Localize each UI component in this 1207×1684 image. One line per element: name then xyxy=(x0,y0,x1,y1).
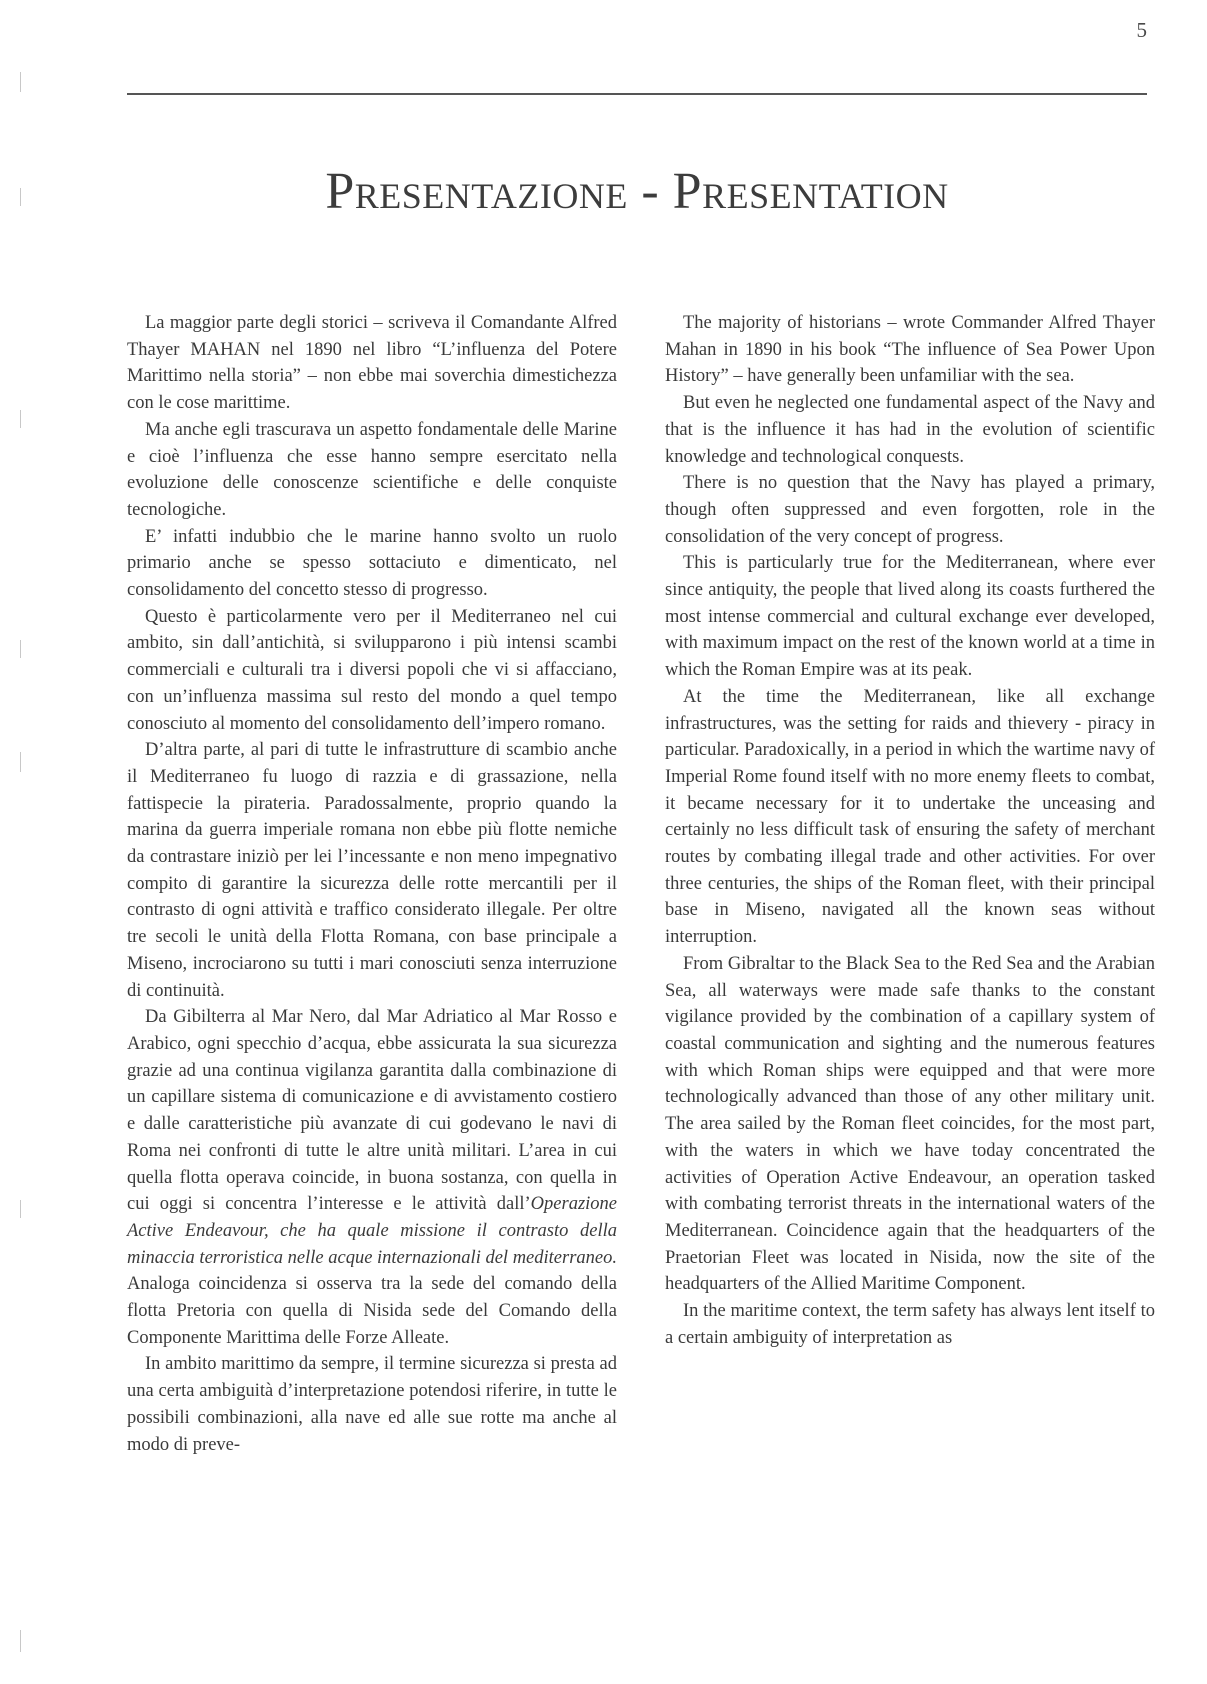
scan-margin-mark xyxy=(20,752,21,772)
header-rule xyxy=(127,93,1147,95)
italian-paragraph: Questo è particolarmente vero per il Mediterraneo nel cui ambito, sin dall’antichità, si svilupparono i più intensi scambi commerciali e culturali tra i diversi popoli che vi si affacciano, con un’influenza massima sul resto del mondo a quel tempo conosciuto al momento del consolidamento dell’impero romano. xyxy=(127,606,617,734)
scan-margin-mark xyxy=(20,410,21,428)
page-title: Presentazione - Presentation xyxy=(325,163,949,220)
italian-paragraph: La maggior parte degli storici – scriveva il Comandante Alfred Thayer MAHAN nel 1890 nel libro “L’influenza del Potere Marittimo nella storia” – non ebbe mai soverchia dimestichezza con le cose marittime. xyxy=(127,313,617,414)
english-paragraph: In the maritime context, the term safety has always lent itself to a certain ambiguity of interpretation as xyxy=(665,1301,1155,1348)
italian-text: Analoga coincidenza si osserva tra la sede del comando della flotta Pretoria con quella di Nisida sede del Comando della Componente Marittima delle Forze Alleate. xyxy=(127,1274,617,1348)
page-number: 5 xyxy=(1136,18,1147,42)
english-paragraph: There is no question that the Navy has played a primary, though often suppressed and even forgotten, role in the consolidation of the very concept of progress. xyxy=(665,473,1155,547)
italian-paragraph: Ma anche egli trascurava un aspetto fondamentale delle Marine e cioè l’influenza che esse hanno sempre esercitato nella evoluzione delle conoscenze scientifiche e delle conquiste tecnologiche. xyxy=(127,419,617,520)
italian-column xyxy=(127,310,617,1458)
scan-margin-mark xyxy=(20,1200,21,1218)
scan-margin-mark xyxy=(20,188,21,206)
italian-text: Da Gibilterra al Mar Nero, dal Mar Adriatico al Mar Rosso e Arabico, ogni specchio d’acqua, ebbe assicurata la sua sicurezza grazie ad una continua vigilanza garantita dalla combinazione di un capillare sistema di comunicazione e di avvistamento costiero e dalle caratteristiche più avanzate di cui godevano le navi di Roma nei confronti di tutte le altre unità militari. L’area in cui quella flotta operava coincide, in buona sostanza, con quella in cui oggi si concentra l’interesse e le attività dall’ xyxy=(127,1007,617,1215)
english-paragraph: At the time the Mediterranean, like all exchange infrastructures, was the setting for raids and thievery - piracy in particular. Paradoxically, in a period in which the wartime navy of Imperial Rome found itself with no more enemy fleets to combat, it became necessary for it to undertake the unceasing and certainly no less difficult task of ensuring the safety of merchant routes by combating illegal trade and other activities. For over three centuries, the ships of the Roman fleet, with their principal base in Miseno, navigated all the known seas without interruption. xyxy=(665,686,1155,948)
scan-margin-mark xyxy=(20,72,21,92)
italian-paragraph xyxy=(127,1004,617,1351)
scan-margin-mark xyxy=(20,1630,21,1652)
english-paragraph: From Gibraltar to the Black Sea to the Red Sea and the Arabian Sea, all waterways were made safe thanks to the constant vigilance provided by the combination of a capillary system of coastal communication and sighting and the numerous features with which Roman ships were equipped and that were more technologically advanced than those of any other military unit. The area sailed by the Roman fleet coincides, for the most part, with the waters in which we have today concentrated the activities of Operation Active Endeavour, an operation tasked with combating terrorist threats in the international waters of the Mediterranean. Coincidence again that the headquarters of the Praetorian Fleet was located in Nisida, now the site of the headquarters of the Allied Maritime Component. xyxy=(665,953,1155,1295)
english-paragraph: But even he neglected one fundamental aspect of the Navy and that is the influence it has had in the evolution of scientific knowledge and technological conquests. xyxy=(665,393,1155,467)
scan-margin-mark xyxy=(20,640,21,658)
english-column xyxy=(665,310,1155,1351)
english-paragraph: This is particularly true for the Mediterranean, where ever since antiquity, the people that lived along its coasts furthered the most intense commercial and cultural exchange ever developed, with maximum impact on the rest of the known world at a time in which the Roman Empire was at its peak. xyxy=(665,553,1155,681)
italian-paragraph: E’ infatti indubbio che le marine hanno svolto un ruolo primario anche se spesso sottaciuto e dimenticato, nel consolidamento del concetto stesso di progresso. xyxy=(127,526,617,601)
italian-italic-text: Operazione Active Endeavour, che ha quale missione il contrasto della minaccia terroristica nelle acque internazionali del mediterraneo. xyxy=(127,1194,617,1268)
english-paragraph: The majority of historians – wrote Commander Alfred Thayer Mahan in 1890 in his book “The influence of Sea Power Upon History” – have generally been unfamiliar with the sea. xyxy=(665,313,1155,387)
italian-paragraph: D’altra parte, al pari di tutte le infrastrutture di scambio anche il Mediterraneo fu luogo di razzia e di grassazione, nella fattispecie la pirateria. Paradossalmente, proprio quando la marina da guerra imperiale romana non ebbe più flotte nemiche da contrastare iniziò per lei l’incessante e non meno impegnativo compito di garantire la sicurezza delle rotte mercantili per il contrasto di ogni attività e traffico considerato illegale. Per oltre tre secoli le unità della Flotta Romana, con base principale a Miseno, incrociarono su tutti i mari conosciuti senza interruzione di continuità. xyxy=(127,740,617,1001)
italian-paragraph: In ambito marittimo da sempre, il termine sicurezza si presta ad una certa ambiguità d’interpretazione potendosi riferire, in tutte le possibili combinazioni, alla nave ed alle sue rotte ma anche al modo di preve- xyxy=(127,1354,617,1455)
